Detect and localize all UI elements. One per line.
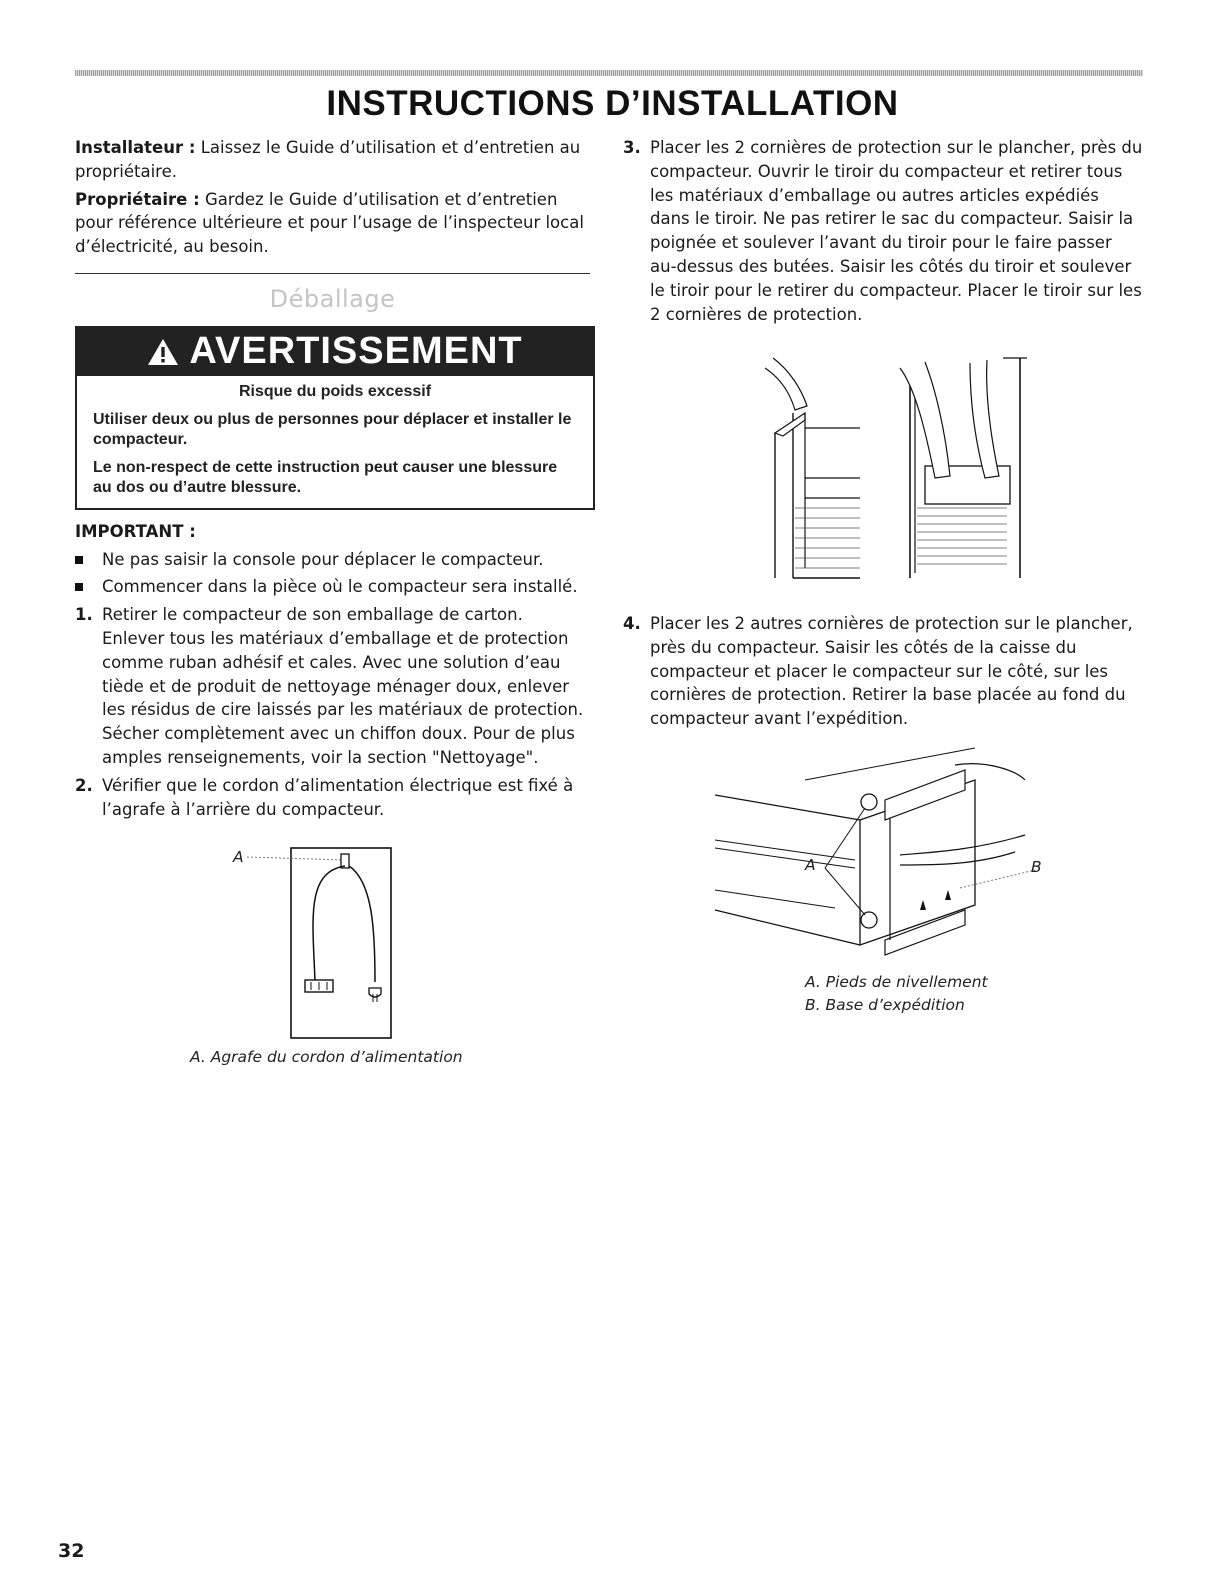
section-heading: Déballage <box>269 284 396 313</box>
step-text: Placer les 2 autres cornières de protection sur le plancher, près du compacteur. Saisir les côtés de la caisse du compacteur et placer le compacteur sur le côté, sur les cornières de protection. Retirer la base placée au fond du compacteur avant l’expédition. <box>650 614 1133 729</box>
figure-label-a: A <box>233 848 244 866</box>
step-text: Placer les 2 cornières de protection sur le plancher, près du compacteur. Ouvrir le tiroir du compacteur et retirer tous les matériaux d’emballage ou autres articles expédiés dans le tiroir. Ne pas retirer le sac du compacteur. Saisir la poignée et soulever l’avant du tiroir pour le faire passer au-dessus des butées. Saisir les côtés du tiroir et soulever le tiroir pour le retirer du compacteur. Placer le tiroir sur les 2 cornières de protection. <box>650 138 1143 324</box>
important-label: IMPORTANT : <box>75 521 196 541</box>
step-number: 3. <box>623 138 641 157</box>
page-title: INSTRUCTIONS D’INSTALLATION <box>326 84 899 123</box>
warning-line-2: Le non-respect de cette instruction peut causer une blessure au dos ou d’autre blessure. <box>93 458 558 496</box>
step-3 <box>623 136 1143 326</box>
right-column <box>623 136 1143 326</box>
bullet-text: Ne pas saisir la console pour déplacer le compacteur. <box>102 549 544 569</box>
owner-paragraph <box>75 188 590 259</box>
step-4 <box>623 612 1143 731</box>
warning-triangle-icon <box>147 337 179 367</box>
installer-label: Installateur : <box>75 138 196 157</box>
warning-line-1: Utiliser deux ou plus de personnes pour déplacer et installer le compacteur. <box>93 410 572 448</box>
owner-text: Gardez le Guide d’utilisation et d’entretien pour référence ultérieure et pour l’usage de l’inspecteur local d’électricité, au besoin. <box>75 189 584 257</box>
left-column <box>75 136 590 821</box>
shipping-base-figure <box>695 740 1065 965</box>
warning-box <box>75 326 595 510</box>
step-4-block <box>623 612 1143 731</box>
figure-label-a: A <box>805 856 816 874</box>
step-2 <box>75 774 590 822</box>
installer-paragraph <box>75 136 590 184</box>
page-number: 32 <box>58 1540 85 1562</box>
warning-body <box>77 376 593 508</box>
step-text: Retirer le compacteur de son emballage de carton. Enlever tous les matériaux d’emballage et de protection comme ruban adhésif et cales. Avec une solution d’eau tiède et de produit de nettoyage ménager doux, enlever les résidus de cire laissés par les matériaux de protection. Sécher complètement avec un chiffon doux. Pour de plus amples renseignements, voir la section "Nettoyage". <box>102 605 584 767</box>
step-number: 2. <box>75 775 93 795</box>
owner-label: Propriétaire : <box>75 189 200 209</box>
bullet-text: Commencer dans la pièce où le compacteur sera installé. <box>102 577 578 597</box>
shipping-base-caption: B. Base d’expédition <box>805 996 965 1014</box>
shipping-base-illustration <box>695 740 1065 965</box>
installer-text: Laissez le Guide d’utilisation et d’entretien au propriétaire. <box>75 138 581 181</box>
important-list <box>75 548 590 600</box>
drawer-removal-figure <box>745 348 1045 583</box>
warning-banner <box>77 328 593 376</box>
cord-clip-caption: A. Agrafe du cordon d’alimentation <box>190 1048 463 1066</box>
figure-label-b: B <box>1031 858 1042 876</box>
step-1 <box>75 603 590 770</box>
section-divider <box>75 273 590 274</box>
cord-clip-figure <box>225 842 405 1042</box>
warning-banner-text: AVERTISSEMENT <box>189 329 523 372</box>
drawer-removal-illustration <box>745 348 1045 583</box>
step-number: 4. <box>623 614 641 633</box>
leveling-feet-caption: A. Pieds de nivellement <box>805 973 988 991</box>
cord-clip-illustration <box>225 842 405 1042</box>
bullet-square-icon <box>75 556 83 564</box>
list-item <box>75 548 590 572</box>
step-text: Vérifier que le cordon d’alimentation électrique est fixé à l’agrafe à l’arrière du compacteur. <box>102 775 574 819</box>
top-rule <box>75 70 1143 76</box>
step-number: 1. <box>75 605 93 625</box>
warning-risk: Risque du poids excessif <box>238 382 432 400</box>
bullet-square-icon <box>75 583 83 591</box>
list-item <box>75 575 590 599</box>
